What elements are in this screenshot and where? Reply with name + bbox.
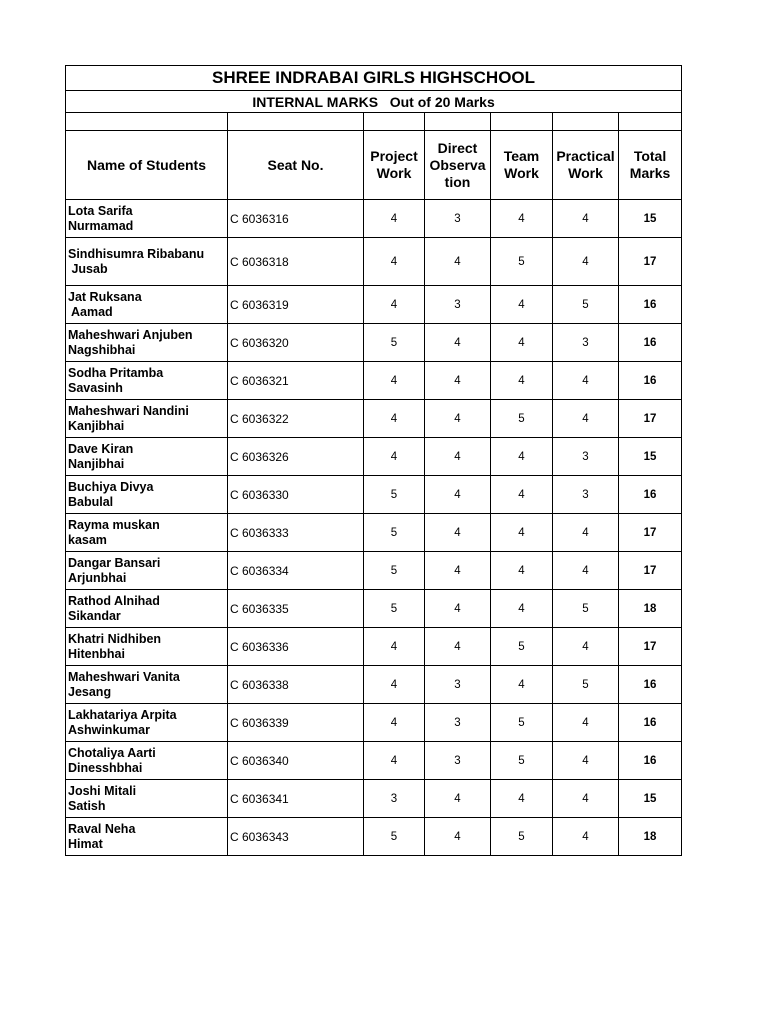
marks-subtitle: INTERNAL MARKS Out of 20 Marks xyxy=(66,91,682,113)
student-row xyxy=(66,400,682,438)
total-marks: 17 xyxy=(619,552,682,590)
header-direct xyxy=(425,131,491,200)
team-work-mark: 4 xyxy=(491,514,553,552)
header-direct-line1: Direct xyxy=(437,139,478,156)
total-marks: 17 xyxy=(619,400,682,438)
header-total-line2: Marks xyxy=(629,165,671,181)
header-team xyxy=(491,131,553,200)
practical-work-mark: 5 xyxy=(553,590,619,628)
seat-number: C 6036333 xyxy=(228,514,364,552)
total-marks: 16 xyxy=(619,324,682,362)
header-project-line1: Project xyxy=(370,148,418,164)
team-work-mark: 5 xyxy=(491,238,553,286)
student-row xyxy=(66,362,682,400)
team-work-mark: 4 xyxy=(491,666,553,704)
seat-number: C 6036340 xyxy=(228,742,364,780)
header-practical-line1: Practical xyxy=(556,148,615,164)
seat-number: C 6036318 xyxy=(228,238,364,286)
header-total-line1: Total xyxy=(633,148,667,164)
project-work-mark: 5 xyxy=(364,818,425,856)
practical-work-mark: 4 xyxy=(553,400,619,438)
student-row xyxy=(66,552,682,590)
practical-work-mark: 5 xyxy=(553,286,619,324)
seat-number: C 6036341 xyxy=(228,780,364,818)
header-direct-line3: tion xyxy=(444,173,471,190)
direct-observation-mark: 4 xyxy=(425,514,491,552)
total-marks: 16 xyxy=(619,476,682,514)
student-name: Maheshwari Nandini Kanjibhai xyxy=(66,400,228,438)
practical-work-mark: 4 xyxy=(553,818,619,856)
header-team-line2: Work xyxy=(504,165,539,181)
header-practical-line2: Work xyxy=(568,165,603,181)
student-name: Dangar Bansari Arjunbhai xyxy=(66,552,228,590)
project-work-mark: 5 xyxy=(364,552,425,590)
project-work-mark: 4 xyxy=(364,400,425,438)
empty-cell xyxy=(491,113,553,131)
project-work-mark: 4 xyxy=(364,238,425,286)
direct-observation-mark: 4 xyxy=(425,476,491,514)
direct-observation-mark: 4 xyxy=(425,238,491,286)
team-work-mark: 4 xyxy=(491,438,553,476)
student-name: Lakhatariya Arpita Ashwinkumar xyxy=(66,704,228,742)
header-total xyxy=(619,131,682,200)
direct-observation-mark: 4 xyxy=(425,818,491,856)
direct-observation-mark: 4 xyxy=(425,590,491,628)
practical-work-mark: 4 xyxy=(553,362,619,400)
total-marks: 18 xyxy=(619,590,682,628)
practical-work-mark: 4 xyxy=(553,742,619,780)
team-work-mark: 4 xyxy=(491,362,553,400)
seat-number: C 6036336 xyxy=(228,628,364,666)
team-work-mark: 4 xyxy=(491,780,553,818)
project-work-mark: 4 xyxy=(364,362,425,400)
seat-number: C 6036322 xyxy=(228,400,364,438)
practical-work-mark: 3 xyxy=(553,324,619,362)
practical-work-mark: 4 xyxy=(553,514,619,552)
seat-number: C 6036334 xyxy=(228,552,364,590)
team-work-mark: 5 xyxy=(491,628,553,666)
team-work-mark: 5 xyxy=(491,704,553,742)
total-marks: 15 xyxy=(619,200,682,238)
direct-observation-mark: 4 xyxy=(425,438,491,476)
team-work-mark: 4 xyxy=(491,200,553,238)
team-work-mark: 4 xyxy=(491,324,553,362)
total-marks: 16 xyxy=(619,286,682,324)
student-name: Joshi Mitali Satish xyxy=(66,780,228,818)
student-name: Chotaliya Aarti Dinesshbhai xyxy=(66,742,228,780)
project-work-mark: 4 xyxy=(364,666,425,704)
practical-work-mark: 4 xyxy=(553,200,619,238)
direct-observation-mark: 3 xyxy=(425,200,491,238)
header-project-line2: Work xyxy=(376,165,412,181)
header-name: Name of Students xyxy=(66,131,228,200)
practical-work-mark: 4 xyxy=(553,704,619,742)
student-name: Sindhisumra Ribabanu Jusab xyxy=(66,238,228,286)
student-name: Raval Neha Himat xyxy=(66,818,228,856)
team-work-mark: 4 xyxy=(491,476,553,514)
direct-observation-mark: 3 xyxy=(425,666,491,704)
direct-observation-mark: 4 xyxy=(425,324,491,362)
total-marks: 15 xyxy=(619,780,682,818)
direct-observation-mark: 4 xyxy=(425,780,491,818)
team-work-mark: 5 xyxy=(491,400,553,438)
project-work-mark: 4 xyxy=(364,438,425,476)
practical-work-mark: 5 xyxy=(553,666,619,704)
seat-number: C 6036319 xyxy=(228,286,364,324)
header-row xyxy=(66,131,682,200)
empty-cell xyxy=(66,113,228,131)
total-marks: 16 xyxy=(619,742,682,780)
header-project xyxy=(364,131,425,200)
team-work-mark: 5 xyxy=(491,818,553,856)
student-row xyxy=(66,200,682,238)
school-title: SHREE INDRABAI GIRLS HIGHSCHOOL xyxy=(66,66,682,91)
seat-number: C 6036335 xyxy=(228,590,364,628)
direct-observation-mark: 3 xyxy=(425,286,491,324)
total-marks: 16 xyxy=(619,362,682,400)
empty-cell xyxy=(364,113,425,131)
project-work-mark: 3 xyxy=(364,780,425,818)
marks-table xyxy=(65,65,682,856)
practical-work-mark: 4 xyxy=(553,780,619,818)
student-row xyxy=(66,590,682,628)
student-name: Buchiya Divya Babulal xyxy=(66,476,228,514)
student-row xyxy=(66,818,682,856)
empty-cell xyxy=(228,113,364,131)
direct-observation-mark: 4 xyxy=(425,362,491,400)
practical-work-mark: 4 xyxy=(553,238,619,286)
student-row xyxy=(66,742,682,780)
practical-work-mark: 4 xyxy=(553,628,619,666)
student-row xyxy=(66,324,682,362)
practical-work-mark: 3 xyxy=(553,476,619,514)
student-row xyxy=(66,476,682,514)
student-name: Sodha Pritamba Savasinh xyxy=(66,362,228,400)
direct-observation-mark: 4 xyxy=(425,400,491,438)
team-work-mark: 4 xyxy=(491,286,553,324)
student-name: Jat Ruksana Aamad xyxy=(66,286,228,324)
project-work-mark: 4 xyxy=(364,628,425,666)
student-row xyxy=(66,780,682,818)
student-row xyxy=(66,438,682,476)
project-work-mark: 4 xyxy=(364,704,425,742)
header-team-line1: Team xyxy=(503,148,540,164)
student-name: Khatri Nidhiben Hitenbhai xyxy=(66,628,228,666)
student-row xyxy=(66,628,682,666)
total-marks: 16 xyxy=(619,666,682,704)
project-work-mark: 4 xyxy=(364,742,425,780)
team-work-mark: 4 xyxy=(491,552,553,590)
total-marks: 15 xyxy=(619,438,682,476)
seat-number: C 6036339 xyxy=(228,704,364,742)
header-direct-line2: Observa xyxy=(429,156,486,173)
direct-observation-mark: 4 xyxy=(425,552,491,590)
seat-number: C 6036320 xyxy=(228,324,364,362)
project-work-mark: 5 xyxy=(364,590,425,628)
total-marks: 17 xyxy=(619,238,682,286)
student-name: Lota Sarifa Nurmamad xyxy=(66,200,228,238)
student-row xyxy=(66,286,682,324)
total-marks: 17 xyxy=(619,628,682,666)
empty-cell xyxy=(553,113,619,131)
project-work-mark: 5 xyxy=(364,324,425,362)
header-seat: Seat No. xyxy=(228,131,364,200)
seat-number: C 6036326 xyxy=(228,438,364,476)
header-practical xyxy=(553,131,619,200)
student-name: Maheshwari Vanita Jesang xyxy=(66,666,228,704)
total-marks: 17 xyxy=(619,514,682,552)
seat-number: C 6036316 xyxy=(228,200,364,238)
seat-number: C 6036321 xyxy=(228,362,364,400)
team-work-mark: 4 xyxy=(491,590,553,628)
seat-number: C 6036343 xyxy=(228,818,364,856)
student-row xyxy=(66,666,682,704)
student-name: Maheshwari Anjuben Nagshibhai xyxy=(66,324,228,362)
total-marks: 16 xyxy=(619,704,682,742)
project-work-mark: 5 xyxy=(364,514,425,552)
empty-cell xyxy=(425,113,491,131)
direct-observation-mark: 3 xyxy=(425,704,491,742)
practical-work-mark: 3 xyxy=(553,438,619,476)
project-work-mark: 5 xyxy=(364,476,425,514)
student-name: Rayma muskan kasam xyxy=(66,514,228,552)
total-marks: 18 xyxy=(619,818,682,856)
student-row xyxy=(66,704,682,742)
practical-work-mark: 4 xyxy=(553,552,619,590)
student-row xyxy=(66,514,682,552)
seat-number: C 6036330 xyxy=(228,476,364,514)
seat-number: C 6036338 xyxy=(228,666,364,704)
student-row xyxy=(66,238,682,286)
student-name: Dave Kiran Nanjibhai xyxy=(66,438,228,476)
project-work-mark: 4 xyxy=(364,200,425,238)
direct-observation-mark: 4 xyxy=(425,628,491,666)
team-work-mark: 5 xyxy=(491,742,553,780)
student-name: Rathod Alnihad Sikandar xyxy=(66,590,228,628)
project-work-mark: 4 xyxy=(364,286,425,324)
spacer-row xyxy=(66,113,682,131)
direct-observation-mark: 3 xyxy=(425,742,491,780)
empty-cell xyxy=(619,113,682,131)
